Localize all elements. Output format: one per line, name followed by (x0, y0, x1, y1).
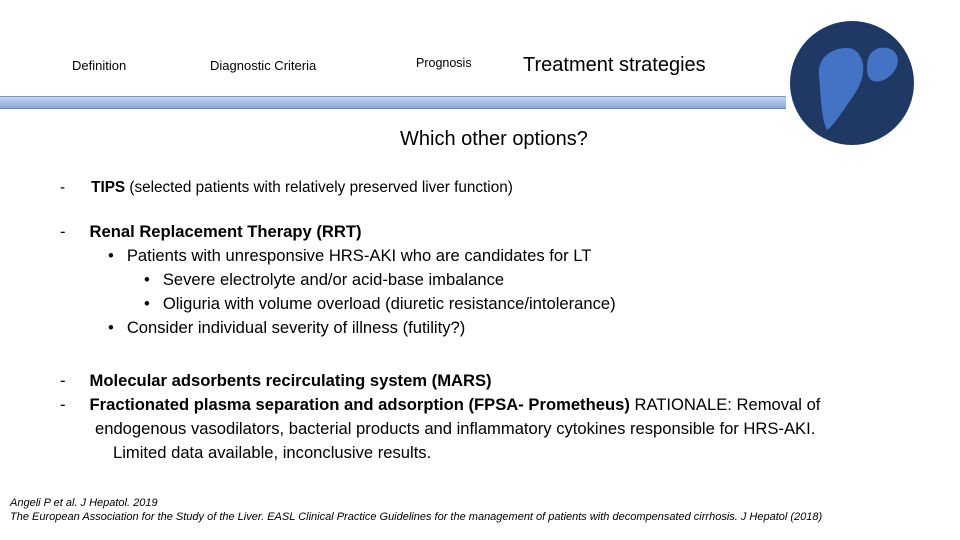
nav-prognosis[interactable]: Prognosis (416, 56, 472, 70)
rrt-item-2 (108, 318, 465, 338)
dash: - (60, 179, 66, 196)
slide-title: Which other options? (400, 128, 588, 150)
bullet: • (108, 318, 114, 337)
rrt-item-1-text: Patients with unresponsive HRS-AKI who are candidates for LT (126, 246, 592, 265)
tips-text: (selected patients with relatively preserved liver function) (125, 179, 513, 196)
fpsa-line-2: endogenous vasodilators, bacterial products and inflammatory cytokines responsible for HRS-AKI. (95, 419, 816, 438)
fpsa-bold: Fractionated plasma separation and adsorption (FPSA- Prometheus) (89, 395, 630, 414)
rrt-sub-2-text: Oliguria with volume overload (diuretic resistance/intolerance) (162, 294, 616, 313)
fpsa-text: RATIONALE: Removal of (629, 395, 821, 414)
bullet: • (108, 246, 114, 265)
rrt-item-1 (108, 246, 591, 266)
rrt-bold: Renal Replacement Therapy (RRT) (89, 222, 362, 241)
mars-bold: Molecular adsorbents recirculating system (MARS) (89, 371, 492, 390)
nav-treatment-strategies[interactable]: Treatment strategies (523, 54, 706, 76)
header-divider-bar (0, 96, 786, 109)
bullet: • (144, 270, 150, 289)
rrt-sub-1-text: Severe electrolyte and/or acid-base imbalance (162, 270, 505, 289)
nav-diagnostic-criteria[interactable]: Diagnostic Criteria (210, 58, 317, 73)
nav-definition[interactable]: Definition (72, 58, 127, 73)
fpsa-line-3: Limited data available, inconclusive results. (113, 443, 432, 462)
rrt-heading (60, 222, 362, 242)
tips-bold: TIPS (91, 179, 126, 196)
tips-line (60, 179, 513, 197)
rrt-sub-1 (144, 270, 504, 290)
bullet: • (144, 294, 150, 313)
reference-2: The European Association for the Study of the Liver. EASL Clinical Practice Guidelines for the management of patients with decompensated cirrhosis. J Hepatol (2018) (10, 511, 823, 524)
rrt-item-2-text: Consider individual severity of illness (futility?) (126, 318, 466, 337)
dash: - (60, 222, 66, 241)
dash: - (60, 371, 66, 390)
rrt-sub-2 (144, 294, 616, 314)
mars-line (60, 371, 492, 391)
references (10, 496, 822, 525)
dash: - (60, 395, 66, 414)
reference-1: Angeli P et al. J Hepatol. 2019 (10, 497, 158, 509)
fpsa-line-1 (60, 395, 820, 415)
